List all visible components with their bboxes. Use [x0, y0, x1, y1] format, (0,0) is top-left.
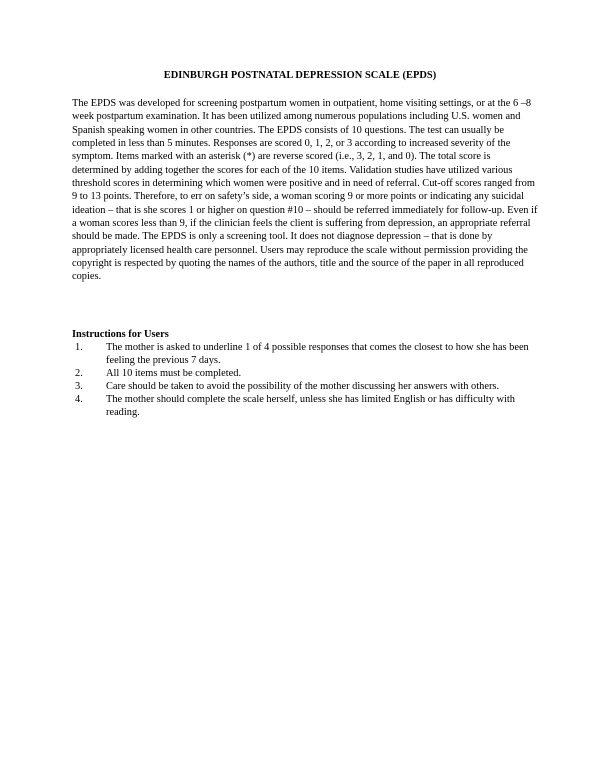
instruction-text: The mother should complete the scale herself, unless she has limited English or has difficulty with reading.: [106, 394, 515, 418]
instruction-item: [72, 393, 538, 419]
instruction-text: Care should be taken to avoid the possibility of the mother discussing her answers with others.: [106, 381, 500, 392]
instruction-item: [72, 380, 538, 393]
description-paragraph: The EPDS was developed for screening postpartum women in outpatient, home visiting settings, or at the 6 –8 week postpartum examination. It has been utilized among numerous populations including U.S. women and Spanish speaking women in other countries. The EPDS consists of 10 questions. The test can usually be completed in less than 5 minutes. Responses are scored 0, 1, 2, or 3 according to increased severity of the symptom. Items marked with an asterisk (*) are reverse scored (i.e., 3, 2, 1, and 0). The total score is determined by adding together the scores for each of the 10 items. Validation studies have utilized various threshold scores in determining which women were positive and in need of referral. Cut-off scores ranged from 9 to 13 points. Therefore, to err on safety’s side, a woman scoring 9 or more points or indicating any suicidal ideation – that is she scores 1 or higher on question #10 – should be referred immediately for follow-up. Even if a woman scores less than 9, if the clinician feels the client is suffering from depression, an appropriate referral should be made. The EPDS is only a screening tool. It does not diagnose depression – that is done by appropriately licensed health care personnel. Users may reproduce the scale without permission providing the copyright is respected by quoting the names of the authors, title and the source of the paper in all reproduced copies.: [72, 98, 538, 283]
instruction-number: 3.: [75, 381, 83, 392]
instructions-list: [72, 341, 538, 419]
instruction-text: The mother is asked to underline 1 of 4 possible responses that comes the closest to how she has been feeling the previous 7 days.: [106, 342, 529, 366]
instruction-item: [72, 341, 538, 367]
instruction-number: 1.: [75, 342, 83, 353]
instruction-number: 4.: [75, 394, 83, 405]
document-title: EDINBURGH POSTNATAL DEPRESSION SCALE (EPDS): [163, 70, 437, 81]
instruction-text: All 10 items must be completed.: [106, 368, 242, 379]
instruction-item: [72, 367, 538, 380]
instruction-number: 2.: [75, 368, 83, 379]
instructions-heading: Instructions for Users: [72, 329, 169, 340]
